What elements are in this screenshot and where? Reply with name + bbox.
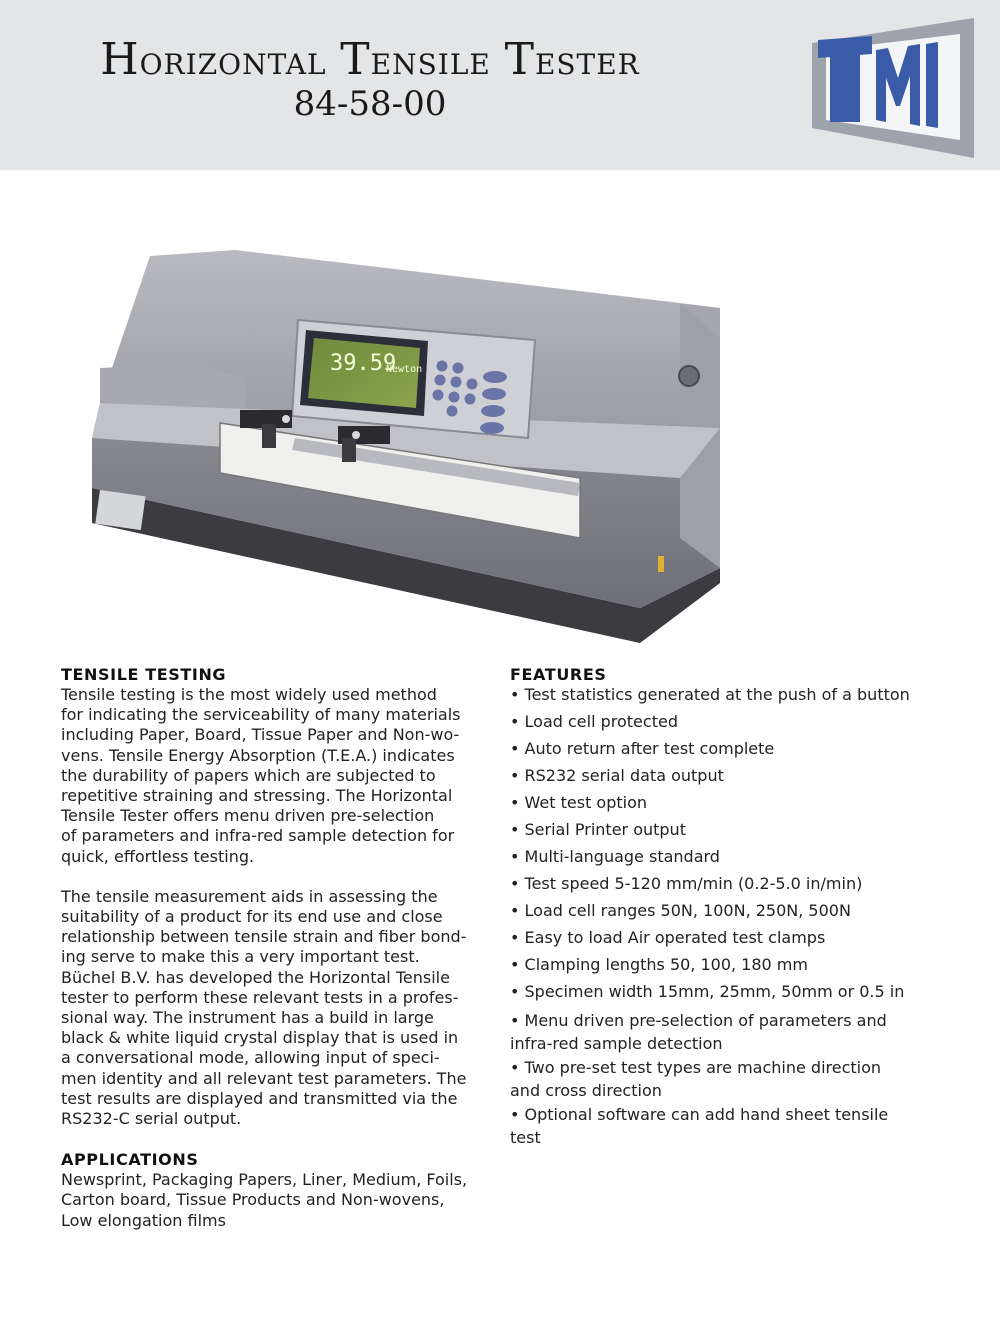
feature-item: • Load cell ranges 50N, 100N, 250N, 500N (510, 901, 851, 920)
model-number: 84-58-00 (293, 84, 447, 124)
tensile-tester-image (80, 238, 730, 658)
left-column (61, 665, 493, 1231)
feature-item: • Load cell protected (510, 712, 678, 731)
display-value: 39.59 (330, 351, 397, 376)
tensile-testing-paragraph-1: Tensile testing is the most widely used method for indicating the serviceability of many materials including Paper, Board, Tissue Paper and Non-wo- vens. Tensile Energy Absorption (T.E.A.) indicates the durability of papers which are subjected to repetitive straining and stressing. The Horizontal Tensile Tester offers menu driven pre-selection of parameters and infra-red sample detection for quick, effortless testing. (61, 685, 461, 866)
feature-item: • Easy to load Air operated test clamps (510, 928, 826, 947)
applications-text: Newsprint, Packaging Papers, Liner, Medium, Foils, Carton board, Tissue Products and Non-wovens, Low elongation films (61, 1170, 468, 1230)
feature-item: • Menu driven pre-selection of parameters and infra-red sample detection (510, 1011, 887, 1054)
feature-item: • Auto return after test complete (510, 739, 775, 758)
page-title: Horizontal Tensile Tester (100, 34, 640, 85)
feature-item: • Specimen width 15mm, 25mm, 50mm or 0.5 in (510, 982, 905, 1001)
feature-item: • Test speed 5-120 mm/min (0.2-5.0 in/min) (510, 874, 863, 893)
feature-item: • Serial Printer output (510, 820, 686, 839)
feature-item: • Optional software can add hand sheet tensile test (510, 1104, 889, 1148)
feature-item: • Clamping lengths 50, 100, 180 mm (510, 955, 808, 974)
feature-item: • RS232 serial data output (510, 766, 724, 785)
feature-item: • Two pre-set test types are machine direction and cross direction (510, 1057, 882, 1101)
tensile-testing-heading: TENSILE TESTING (61, 665, 227, 684)
tmi-logo-icon (812, 18, 974, 158)
feature-item: • Test statistics generated at the push of a button (510, 685, 910, 704)
feature-item: • Wet test option (510, 793, 648, 812)
tensile-testing-paragraph-2: The tensile measurement aids in assessing the suitability of a product for its end use and close relationship between tensile strain and fiber bond- ing serve to make this a very important test. Büchel B.V. has developed the Horizontal Tensile tester to perform these relevant tests in a profes- sional way. The instrument has a build in large black & white liquid crystal display that is used in a conversational mode, allowing input of speci- men identity and all relevant test parameters. The test results are displayed and transmitted via the RS232-C serial output. (61, 886, 467, 1129)
applications-heading: APPLICATIONS (61, 1150, 199, 1170)
page-header (0, 0, 1000, 170)
display-unit: Newton (386, 364, 423, 375)
features-list (510, 685, 950, 1149)
features-heading: FEATURES (510, 665, 607, 684)
right-column (510, 665, 950, 1149)
feature-item: • Multi-language standard (510, 847, 720, 866)
